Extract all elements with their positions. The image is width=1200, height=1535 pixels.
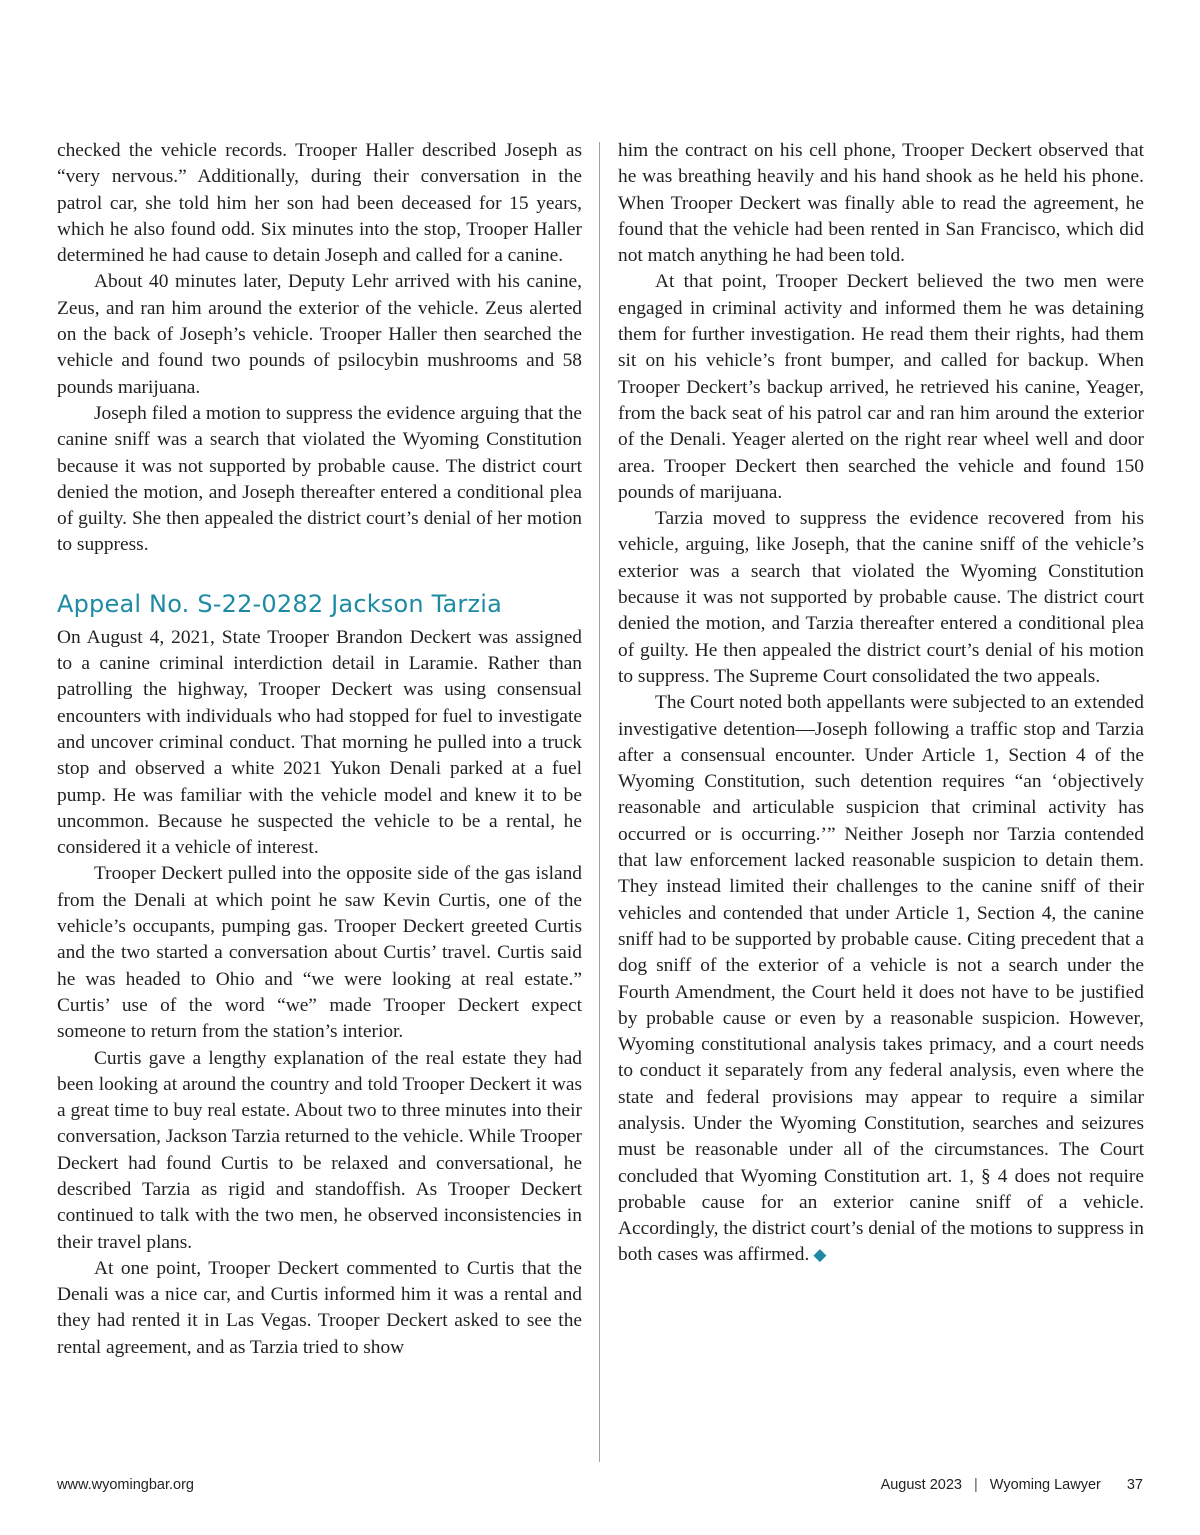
- last-paragraph: [618, 690, 1144, 1269]
- paragraph: Curtis gave a lengthy explanation of the real estate they had been looking at around the country and told Trooper Deckert it was a great time to buy real estate. About two to three minutes into their conversation, Jackson Tarzia returned to the vehicle. While Trooper Deckert had found Curtis to be relaxed and conversational, he described Tarzia as rigid and standoffish. As Trooper Deckert continued to talk with the two men, he observed inconsistencies in their travel plans.: [57, 1047, 582, 1253]
- footer-separator: |: [974, 1477, 978, 1493]
- section-heading: Appeal No. S-22-0282 Jackson Tarzia: [57, 589, 503, 618]
- footer-website: www.wyomingbar.org: [57, 1477, 194, 1493]
- page-number: 37: [1126, 1477, 1143, 1493]
- footer-date: August 2023: [880, 1477, 962, 1493]
- paragraph: On August 4, 2021, State Trooper Brandon Deckert was assigned to a canine criminal interdiction detail in Laramie. Rather than patrolling the highway, Trooper Deckert was using consensual encounters with individuals who had stopped for fuel to investigate and uncover criminal conduct. That morning he pulled into a truck stop and observed a white 2021 Yukon Denali parked at a fuel pump. He was familiar with the vehicle model and knew it to be uncommon. Because he suspected the vehicle to be a rental, he considered it a vehicle of interest.: [57, 626, 582, 859]
- paragraph-text: The Court noted both appellants were subjected to an extended investigative detention—Joseph following a traffic stop and Tarzia after a consensual encounter. Under Article 1, Section 4 of the Wyoming Constitution, such detention requires “an ‘objectively reasonable and articulable suspicion that criminal activity has occurred or is occurring.’” Neither Joseph nor Tarzia contended that law enforcement lacked reasonable suspicion to detain them. They instead limited their challenges to the canine sniff of their vehicles and contended that under Article 1, Section 4, the canine sniff had to be supported by probable cause. Citing precedent that a dog sniff of the exterior of a vehicle is not a search under the Fourth Amendment, the Court held it does not have to be justified by probable cause or even by a reasonable suspicion. However, Wyoming constitutional analysis takes primacy, and a court needs to conduct it separately from any federal analysis, even where the state and federal provisions may appear to require a similar analysis. Under the Wyoming Constitution, searches and seizures must be reasonable under all of the circumstances. The Court concluded that Wyoming Constitution art. 1, § 4 does not require probable cause for an exterior canine sniff of a vehicle. Accordingly, the district court’s denial of the motions to suppress in both cases was affirmed.: [618, 692, 1144, 1266]
- footer-info: [881, 1477, 1143, 1493]
- column-divider: [599, 142, 600, 1462]
- paragraph: Tarzia moved to suppress the evidence recovered from his vehicle, arguing, like Joseph, that the canine sniff of the vehicle’s exterior was a search that violated the Wyoming Constitution because it was not supported by probable cause. The district court denied the motion, and Tarzia thereafter entered a conditional plea of guilty. He then appealed the district court’s denial of his motion to suppress. The Supreme Court consolidated the two appeals.: [618, 508, 1144, 687]
- paragraph: At one point, Trooper Deckert commented to Curtis that the Denali was a nice car, and Curtis informed him it was a rental and they had rented it in Las Vegas. Trooper Deckert asked to see the rental agreement, and as Tarzia tried to show: [57, 1257, 582, 1358]
- paragraph: At that point, Trooper Deckert believed the two men were engaged in criminal activity and informed them he was detaining them for further investigation. He read them their rights, had them sit on his vehicle’s front bumper, and called for backup. When Trooper Deckert’s backup arrived, he retrieved his canine, Yeager, from the back seat of his patrol car and ran him around the exterior of the Denali. Yeager alerted on the right rear wheel well and door area. Trooper Deckert then searched the vehicle and found 150 pounds of marijuana.: [618, 271, 1144, 503]
- footer-publication: Wyoming Lawyer: [989, 1477, 1101, 1493]
- paragraph: Trooper Deckert pulled into the opposite side of the gas island from the Denali at which point he saw Kevin Curtis, one of the vehicle’s occupants, pumping gas. Trooper Deckert greeted Curtis and the two started a conversation about Curtis’ travel. Curtis said he was headed to Ohio and “we were looking at real estate.” Curtis’ use of the word “we” made Trooper Deckert expect someone to return from the station’s interior.: [57, 863, 582, 1043]
- right-column: [618, 138, 1144, 1269]
- diamond-end-icon: ◆: [813, 1245, 827, 1265]
- paragraph: him the contract on his cell phone, Trooper Deckert observed that he was breathing heavily and his hand shook as he held his phone. When Trooper Deckert was finally able to read the agreement, he found that the vehicle had been rented in San Francisco, which did not match anything he had been told.: [618, 140, 1144, 267]
- paragraph: About 40 minutes later, Deputy Lehr arrived with his canine, Zeus, and ran him around the exterior of the vehicle. Zeus alerted on the back of Joseph’s vehicle. Trooper Haller then searched the vehicle and found two pounds of psilocybin mushrooms and 58 pounds marijuana.: [57, 271, 582, 398]
- paragraph: checked the vehicle records. Trooper Haller described Joseph as “very nervous.” Additionally, during their conversation in the patrol car, she told him her son had been deceased for 15 years, which he also found odd. Six minutes into the stop, Trooper Haller determined he had cause to detain Joseph and called for a canine.: [57, 140, 582, 267]
- paragraph: Joseph filed a motion to suppress the evidence arguing that the canine sniff was a search that violated the Wyoming Constitution because it was not supported by probable cause. The district court denied the motion, and Joseph thereafter entered a conditional plea of guilty. She then appealed the district court’s denial of her motion to suppress.: [57, 402, 582, 556]
- left-column: [57, 138, 582, 1361]
